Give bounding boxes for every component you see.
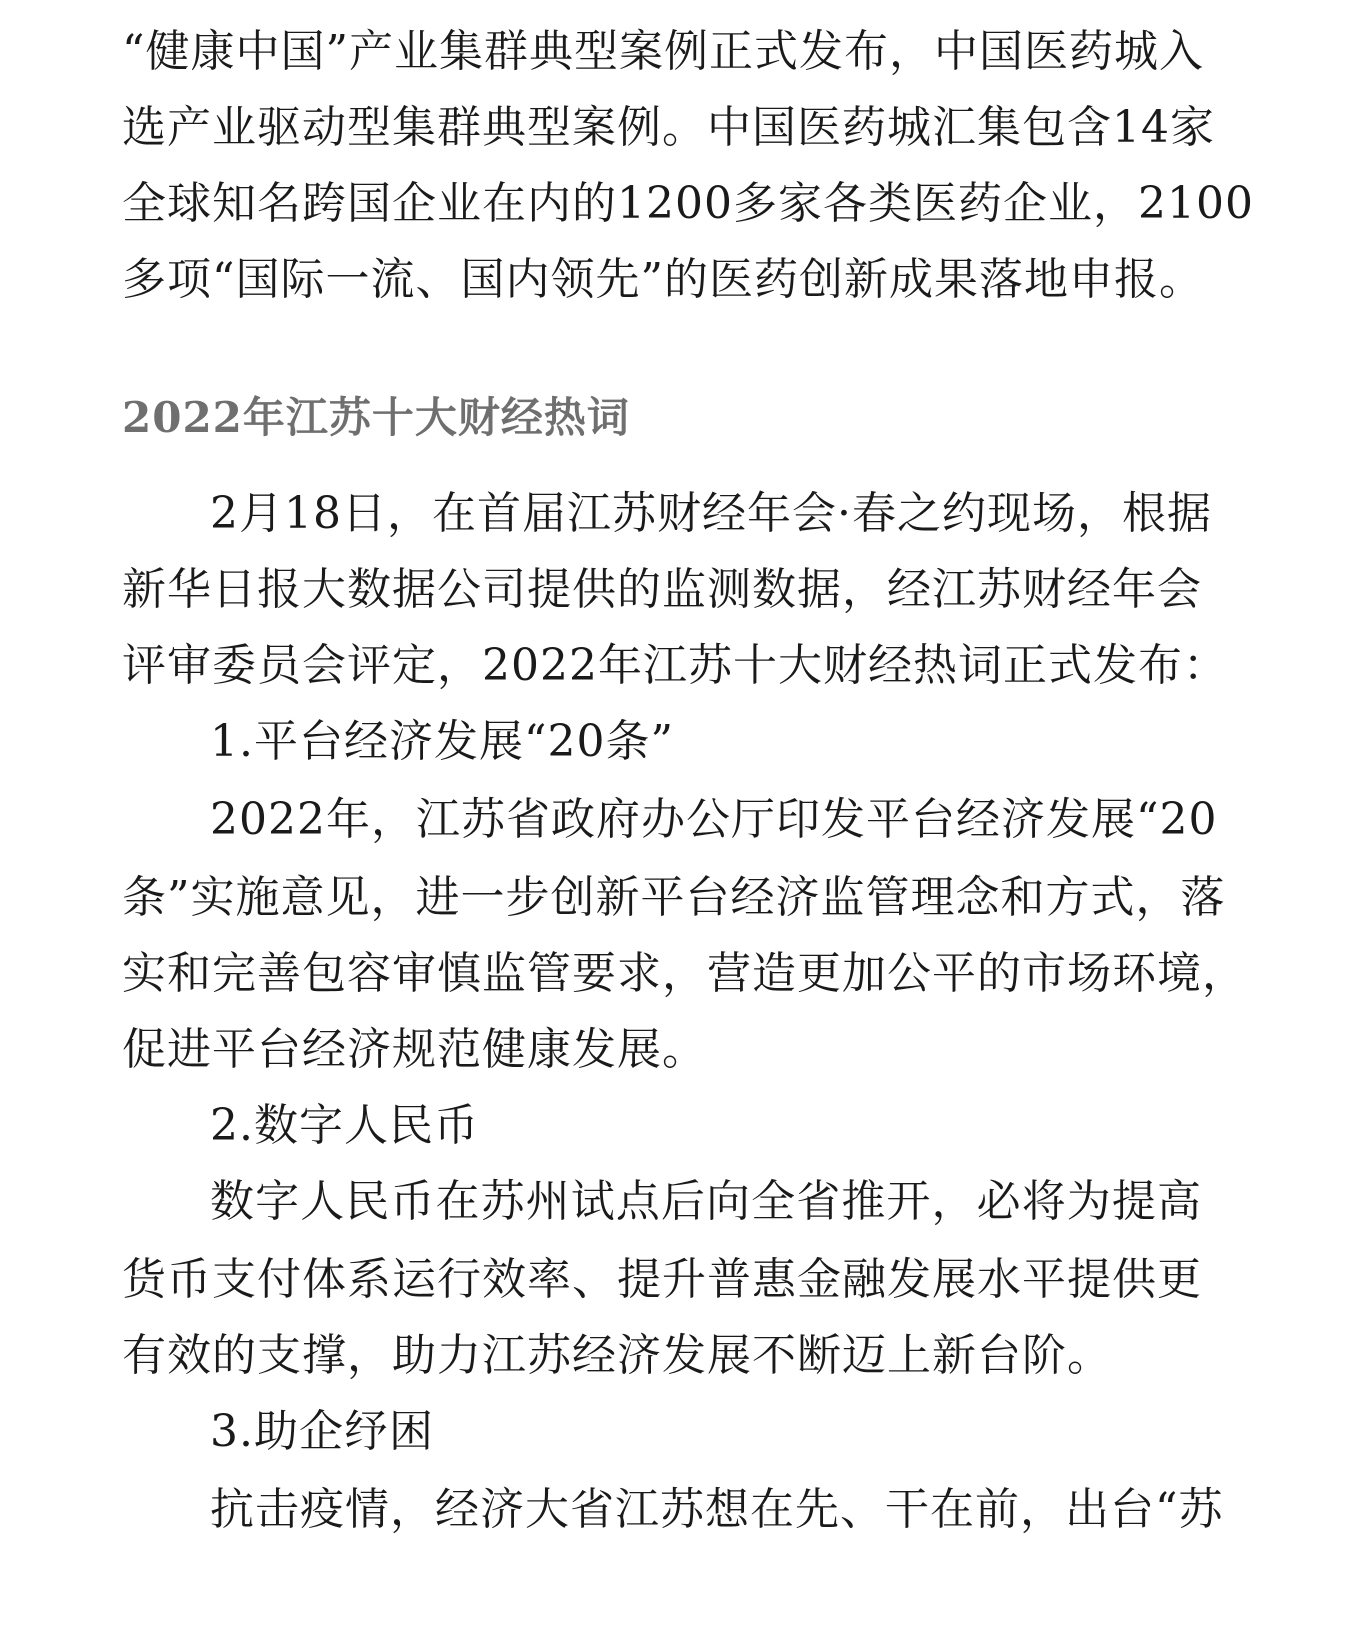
item-heading: 3.助企纾困 bbox=[210, 1406, 434, 1457]
lead-line: 新华日报大数据公司提供的监测数据，经江苏财经年会 bbox=[122, 564, 1202, 615]
item-body-line: 数字人民币在苏州试点后向全省推开，必将为提高 bbox=[210, 1176, 1202, 1227]
item-body-line: 货币支付体系运行效率、提升普惠金融发展水平提供更 bbox=[122, 1254, 1202, 1305]
item-body-line: 促进平台经济规范健康发展。 bbox=[122, 1024, 707, 1075]
section-title: 2022年江苏十大财经热词 bbox=[122, 393, 630, 442]
intro-line: 全球知名跨国企业在内的1200多家各类医药企业，2100 bbox=[122, 178, 1254, 229]
item-heading: 2.数字人民币 bbox=[210, 1100, 479, 1151]
item-body-line: 实和完善包容审慎监管要求，营造更加公平的市场环境， bbox=[122, 948, 1247, 999]
intro-line: 多项“国际一流、国内领先”的医药创新成果落地申报。 bbox=[122, 254, 1204, 305]
item-body-line: 2022年，江苏省政府办公厅印发平台经济发展“20 bbox=[210, 794, 1218, 845]
item-body-line: 抗击疫情，经济大省江苏想在先、干在前，出台“苏 bbox=[210, 1484, 1224, 1535]
lead-line: 2月18日，在首届江苏财经年会·春之约现场，根据 bbox=[210, 488, 1212, 539]
item-heading: 1.平台经济发展“20条” bbox=[210, 716, 674, 767]
lead-line: 评审委员会评定，2022年江苏十大财经热词正式发布： bbox=[122, 640, 1228, 691]
intro-line: “健康中国”产业集群典型案例正式发布，中国医药城入 bbox=[122, 26, 1204, 77]
item-body-line: 条”实施意见，进一步创新平台经济监管理念和方式，落 bbox=[122, 872, 1226, 923]
intro-line: 选产业驱动型集群典型案例。中国医药城汇集包含14家 bbox=[122, 102, 1215, 153]
item-body-line: 有效的支撑，助力江苏经济发展不断迈上新台阶。 bbox=[122, 1330, 1112, 1381]
